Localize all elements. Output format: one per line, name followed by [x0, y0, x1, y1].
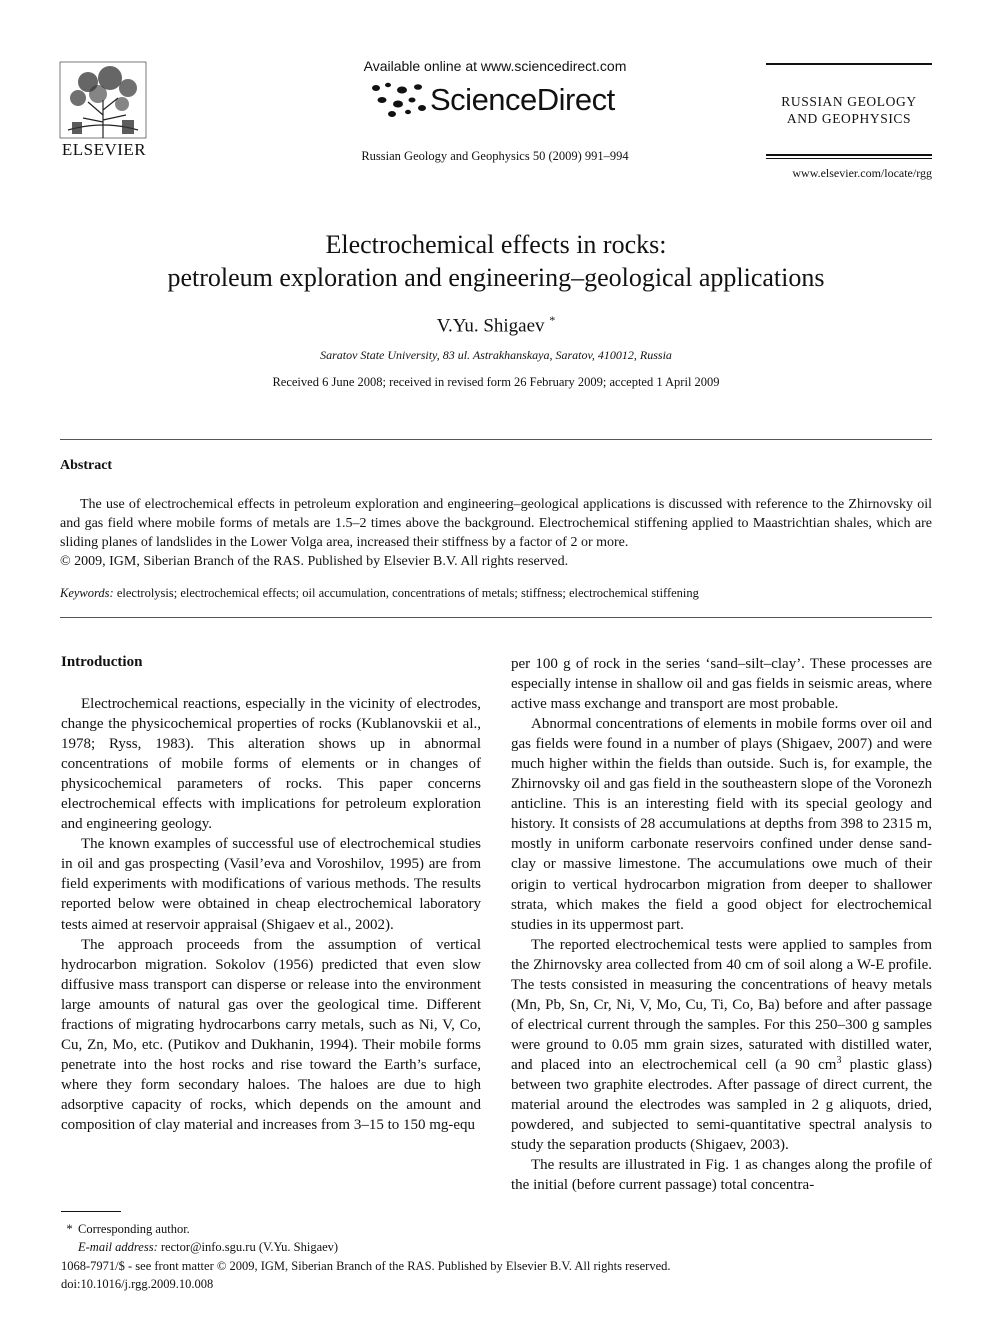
footnote-email [78, 1240, 338, 1255]
paragraph: The approach proceeds from the assumption of vertical hydrocarbon migration. Sokolov (1956) predicted that even slow diffusive mass transport can disperse or release into the environment large amounts of natural gas over the geological time. Different fractions of migrating hydrocarbons carry metals, such as Ni, V, Co, Cu, Zn, Mo, etc. (Putikov and Dukhanin, 1994). Their mobile forms penetrate into the host rocks and rise toward the Earth’s surface, where they form secondary haloes. The haloes are due to high adsorptive capacity of rocks, which depends on the amount and composition of clay material and increases from 3–15 to 150 mg-equ [61, 936, 481, 1133]
divider [60, 439, 932, 440]
abstract-copyright: © 2009, IGM, Siberian Branch of the RAS. Published by Elsevier B.V. All rights reserved. [60, 554, 569, 569]
paragraph-part: plastic glass) between two graphite electrodes. After passage of direct current, the material around the electrodes was sampled in 2 g aliquots, dried, powdered, and subjected to semi-quantitative spectral analysis to study the separation products (Shigaev, 2003). [511, 1056, 933, 1154]
corresponding-text: Corresponding author. [78, 1222, 190, 1236]
title-line1: Electrochemical effects in rocks: [325, 230, 667, 259]
email-label: E-mail address: [78, 1240, 158, 1254]
abstract-heading: Abstract [60, 458, 113, 473]
keywords-list: electrolysis; electrochemical effects; oil accumulation, concentrations of metals; stiffness; electrochemical stiffening [116, 586, 699, 600]
paragraph: Abnormal concentrations of elements in mobile forms over oil and gas fields were found in a number of plays (Shigaev, 2007) and were much higher within the fields than outside. Such is, for example, the Zhirnovsky oil and gas field in the southeastern slope of the Voronezh anticline. This is an interesting field with its special geology and history. It consists of 28 accumulations at depths from 398 to 2315 m, mostly in uniform carbonate reservoirs confined under dense sand-clay or massive limestone. The accumulations owe much of their origin to vertical hydrocarbon migration from deeper to shallower strata, which makes the field a good object for electrochemical studies in its uppermost part. [511, 716, 932, 933]
author-name: V.Yu. Shigaev [436, 315, 545, 337]
journal-citation: Russian Geology and Geophysics 50 (2009) 991–994 [361, 149, 629, 163]
section-heading-introduction: Introduction [61, 654, 143, 670]
article-title [60, 228, 932, 294]
paragraph-part: The reported electrochemical tests were applied to samples from the Zhirnovsky area collected from 40 cm of soil along a W-E profile. The tests consisted in measuring the concentrations of heavy metals (Mn, Pb, Sn, Cr, Ni, V, Mo, Cu, Ti, Co, Ba) before and after passage of electrical current through the samples. For this 250–300 g samples were ground to 0.05 mm grain sizes, saturated with distilled water, and placed into an electrochemical cell (a 90 cm [511, 936, 932, 1073]
issn-line: 1068-7971/$ - see front matter © 2009, IGM, Siberian Branch of the RAS. Published by Elsevier B.V. All rights reserved. [61, 1259, 671, 1273]
elsevier-wordmark: ELSEVIER [61, 140, 147, 159]
doi-line[interactable]: doi:10.1016/j.rgg.2009.10.008 [61, 1277, 214, 1291]
footnote-divider [61, 1211, 121, 1212]
divider [766, 63, 932, 65]
abstract-body [60, 495, 932, 571]
journal-name-line2: AND GEOPHYSICS [786, 111, 912, 126]
footnote-mark: * [66, 1222, 73, 1236]
journal-name [766, 93, 932, 127]
author [60, 313, 932, 337]
affiliation: Saratov State University, 83 ul. Astrakhanskaya, Saratov, 410012, Russia [320, 348, 672, 362]
paragraph [511, 935, 932, 1156]
author-mark: * [549, 313, 556, 327]
left-column [61, 694, 481, 1135]
email-address[interactable]: rector@info.sgu.ru (V.Yu. Shigaev) [160, 1240, 339, 1254]
paragraph: The results are illustrated in Fig. 1 as changes along the profile of the initial (before current passage) total concentra- [511, 1157, 932, 1194]
journal-name-line1: RUSSIAN GEOLOGY [781, 94, 917, 109]
available-online-text: Available online at www.sciencedirect.com [363, 58, 627, 74]
abstract-text: The use of electrochemical effects in petroleum exploration and engineering–geological applications is discussed with reference to the Zhirnovsky oil and gas field where mobile forms of metals are 1.5–2 times above the background. Electrochemical stiffening applied to Maastrichtian shales, which are sliding planes of landslides in the Lower Volga area, increased their stiffness by a factor of 2 or more. [60, 497, 932, 550]
received-dates: Received 6 June 2008; received in revised form 26 February 2009; accepted 1 April 2009 [272, 375, 720, 389]
divider [766, 154, 932, 156]
keywords [60, 586, 932, 601]
paragraph: Electrochemical reactions, especially in the vicinity of electrodes, change the physicochemical properties of rocks (Kublanovskii et al., 1978; Ryss, 1983). This alteration shows up in abnormal concentrations of mobile forms of elements or in changes of physicochemical parameters of rocks. This paper concerns electrochemical effects with implications for petroleum exploration and engineering geology. [61, 696, 481, 833]
journal-url[interactable]: www.elsevier.com/locate/rgg [792, 166, 932, 180]
title-line2: petroleum exploration and engineering–geological applications [167, 263, 825, 292]
paragraph: per 100 g of rock in the series ‘sand–silt–clay’. These processes are especially intense in shallow oil and gas fields in seismic areas, where active mass exchange and transport are most probable. [511, 656, 932, 713]
sciencedirect-wordmark: ScienceDirect [430, 82, 615, 117]
right-column [511, 654, 932, 1195]
paragraph: The known examples of successful use of electrochemical studies in oil and gas prospecting (Vasil’eva and Voroshilov, 1995) are from field experiments with modifications of various methods. The results reported below were obtained in cheap electrochemical laboratory tests aimed at reservoir appraisal (Shigaev et al., 2002). [61, 836, 481, 933]
keywords-label: Keywords: [60, 586, 114, 600]
divider [766, 158, 932, 159]
divider [60, 617, 932, 618]
footnote-corresponding [61, 1222, 190, 1237]
superscript: 3 [836, 1054, 842, 1066]
